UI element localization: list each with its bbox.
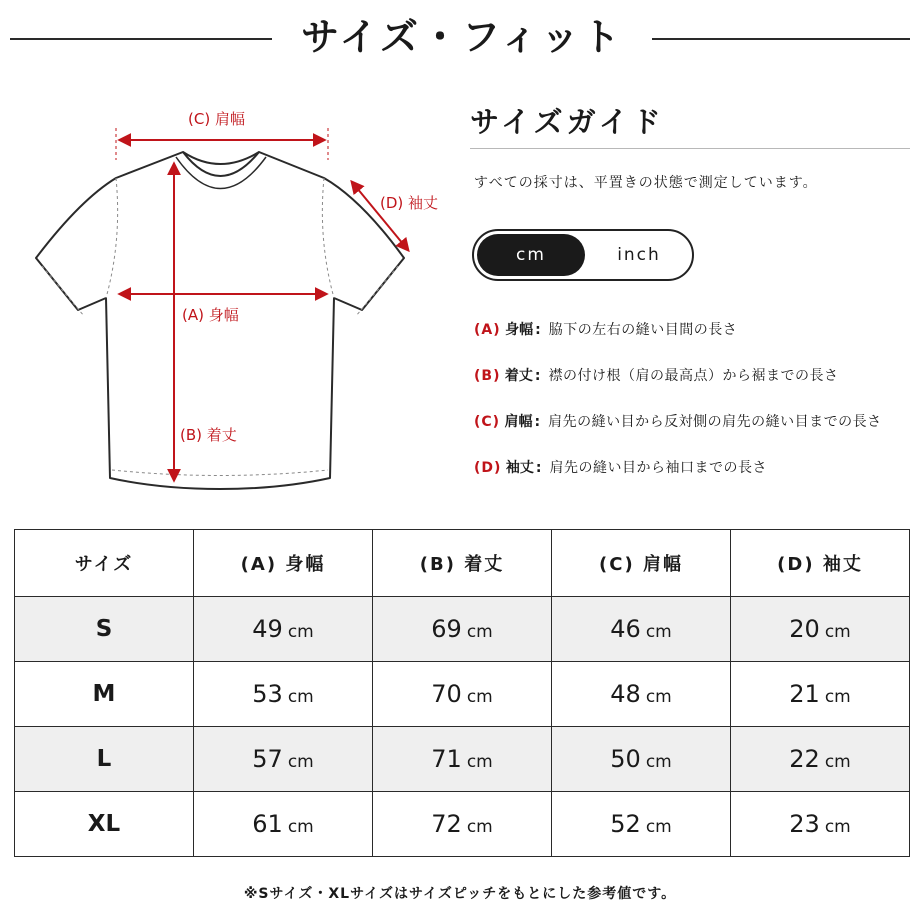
column-header-size: サイズ bbox=[15, 530, 194, 597]
value-cell: 49 cm bbox=[194, 597, 373, 662]
definition-text: 肩先の縫い目から袖口までの長さ bbox=[549, 460, 767, 476]
shoulder-label: (C) 肩幅 bbox=[188, 110, 245, 128]
definition-term: 肩幅 bbox=[504, 414, 533, 430]
table-row bbox=[15, 792, 910, 857]
table-header-row bbox=[15, 530, 910, 597]
definition-sleeve: (D) 袖丈 : 肩先の縫い目から袖口までの長さ bbox=[474, 460, 767, 476]
size-cell: L bbox=[15, 727, 194, 792]
value-cell: 46 cm bbox=[552, 597, 731, 662]
definition-text: 肩先の縫い目から反対側の肩先の縫い目までの長さ bbox=[548, 414, 882, 430]
table-row bbox=[15, 662, 910, 727]
sleeve-label: (D) 袖丈 bbox=[380, 194, 439, 212]
table-row bbox=[15, 727, 910, 792]
definition-text: 襟の付け根（肩の最高点）から裾までの長さ bbox=[548, 368, 839, 384]
value-cell: 50 cm bbox=[552, 727, 731, 792]
definition-text: 脇下の左右の縫い目間の長さ bbox=[548, 322, 738, 338]
length-label: (B) 着丈 bbox=[180, 426, 237, 444]
size-cell: S bbox=[15, 597, 194, 662]
value-cell: 57 cm bbox=[194, 727, 373, 792]
value-cell: 53 cm bbox=[194, 662, 373, 727]
footnote: ※Sサイズ・XLサイズはサイズピッチをもとにした参考値です。 bbox=[243, 886, 677, 902]
header-divider-right bbox=[652, 38, 910, 40]
value-cell: 71 cm bbox=[373, 727, 552, 792]
chest-label: (A) 身幅 bbox=[182, 306, 239, 324]
unit-option-inch[interactable]: inch bbox=[617, 245, 661, 265]
size-cell: M bbox=[15, 662, 194, 727]
value-cell: 20 cm bbox=[731, 597, 910, 662]
header-divider-left bbox=[10, 38, 272, 40]
definition-code: (A) bbox=[474, 322, 501, 338]
value-cell: 48 cm bbox=[552, 662, 731, 727]
definition-code: (D) bbox=[474, 460, 502, 476]
definition-chest: (A) 身幅 : 脇下の左右の縫い目間の長さ bbox=[474, 322, 738, 338]
value-cell: 70 cm bbox=[373, 662, 552, 727]
size-cell: XL bbox=[15, 792, 194, 857]
column-header-sleeve: (D) 袖丈 bbox=[731, 530, 910, 597]
column-header-shoulder: (C) 肩幅 bbox=[552, 530, 731, 597]
column-header-chest: (A) 身幅 bbox=[194, 530, 373, 597]
value-cell: 22 cm bbox=[731, 727, 910, 792]
definition-code: (C) bbox=[474, 414, 501, 430]
column-header-length: (B) 着丈 bbox=[373, 530, 552, 597]
definition-term: 袖丈 bbox=[505, 460, 534, 476]
page-title: サイズ・フィット bbox=[301, 15, 623, 59]
value-cell: 52 cm bbox=[552, 792, 731, 857]
value-cell: 69 cm bbox=[373, 597, 552, 662]
unit-option-cm[interactable]: cm bbox=[477, 234, 585, 276]
size-guide-description: すべての採寸は、平置きの状態で測定しています。 bbox=[474, 175, 818, 191]
definition-term: 着丈 bbox=[504, 368, 533, 384]
definition-shoulder: (C) 肩幅 : 肩先の縫い目から反対側の肩先の縫い目までの長さ bbox=[474, 414, 882, 430]
value-cell: 21 cm bbox=[731, 662, 910, 727]
size-guide-divider bbox=[470, 148, 910, 149]
definition-code: (B) bbox=[474, 368, 501, 384]
size-guide-title: サイズガイド bbox=[470, 105, 665, 139]
definition-length: (B) 着丈 : 襟の付け根（肩の最高点）から裾までの長さ bbox=[474, 368, 839, 384]
value-cell: 23 cm bbox=[731, 792, 910, 857]
table-row bbox=[15, 597, 910, 662]
value-cell: 61 cm bbox=[194, 792, 373, 857]
size-table bbox=[14, 529, 910, 857]
value-cell: 72 cm bbox=[373, 792, 552, 857]
definition-term: 身幅 bbox=[505, 322, 534, 338]
